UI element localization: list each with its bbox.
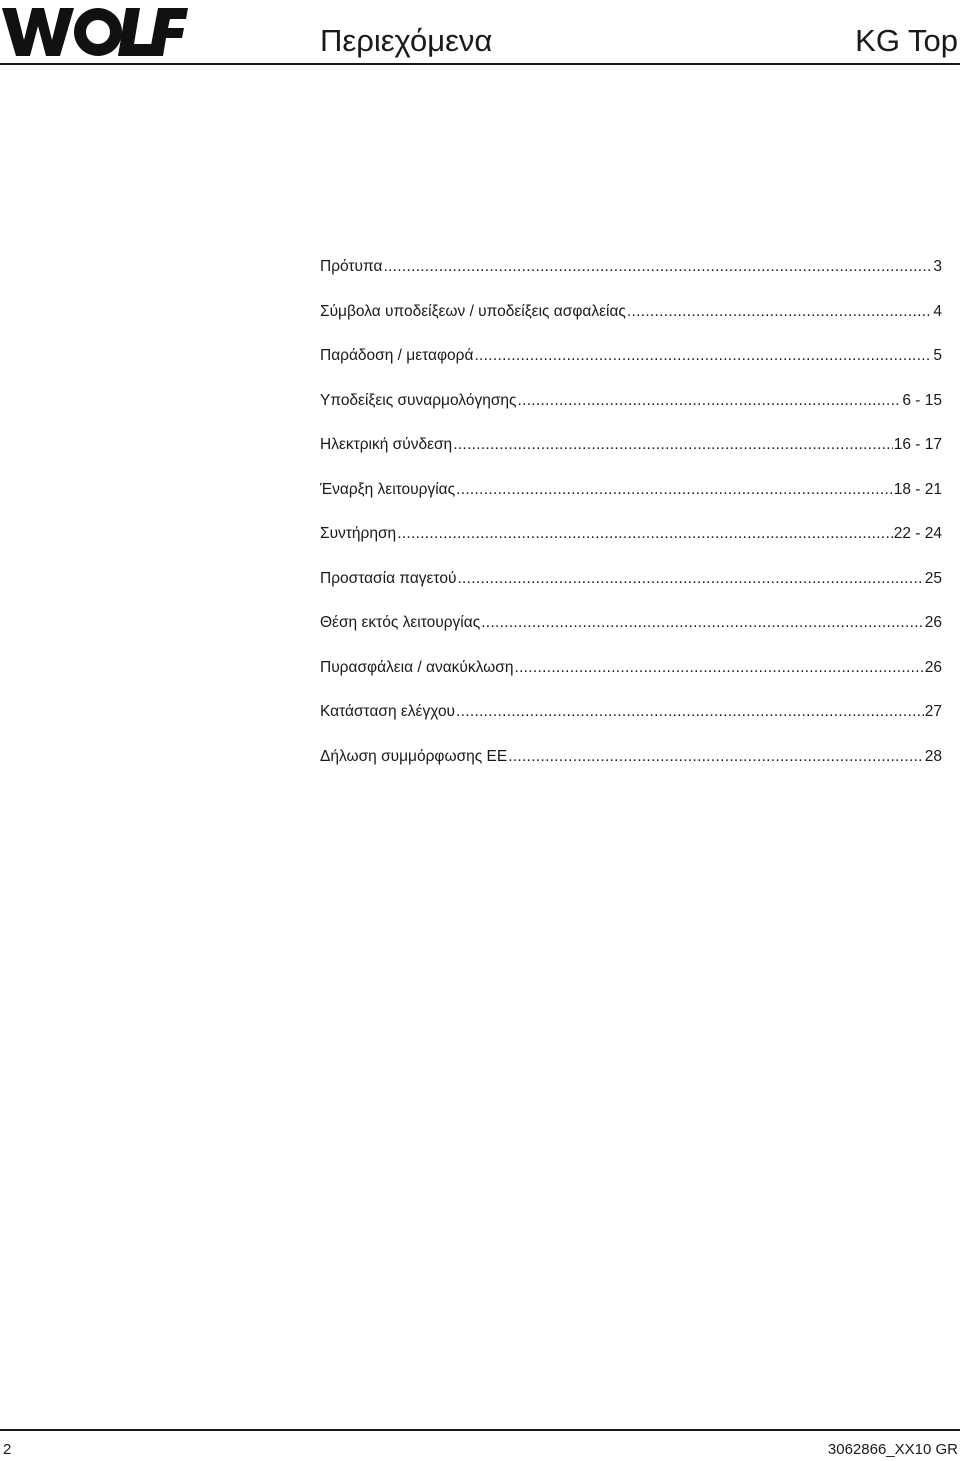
- toc-entry[interactable]: [320, 568, 942, 613]
- toc-entry-page: 3: [933, 258, 942, 275]
- toc-entry[interactable]: [320, 479, 942, 524]
- header-divider: [0, 63, 960, 65]
- toc-entry-page: 22 - 24: [893, 525, 942, 542]
- toc-entry-title: Ηλεκτρική σύνδεση: [320, 436, 453, 453]
- toc-entry-title: Υποδείξεις συναρμολόγησης: [320, 391, 517, 409]
- toc-entry[interactable]: [320, 523, 942, 568]
- toc-entry-title: Πυρασφάλεια / ανακύκλωση: [320, 658, 514, 676]
- dot-leader: [508, 746, 924, 768]
- document-code: 3062866_XX10 GR: [827, 1441, 958, 1458]
- toc-entry-page: 16 - 17: [893, 436, 942, 453]
- toc-entry[interactable]: [320, 746, 942, 791]
- dot-leader: [474, 345, 932, 367]
- page-header: [0, 0, 960, 66]
- toc-entry-title: Έναρξη λειτουργίας: [320, 480, 456, 498]
- dot-leader: [383, 256, 932, 278]
- toc-entry-page: 25: [924, 569, 942, 587]
- dot-leader: [456, 479, 893, 501]
- dot-leader: [456, 701, 924, 723]
- toc-entry-title: Συντήρηση: [320, 525, 397, 542]
- toc-entry[interactable]: [320, 612, 942, 657]
- table-of-contents: [320, 256, 942, 790]
- wolf-logo: [2, 6, 188, 58]
- toc-entry-title: Θέση εκτός λειτουργίας: [320, 614, 481, 631]
- dot-leader: [453, 434, 893, 456]
- dot-leader: [517, 390, 901, 412]
- toc-entry-page: 5: [933, 347, 942, 364]
- toc-entry[interactable]: [320, 345, 942, 390]
- toc-entry-page: 26: [924, 658, 942, 676]
- toc-entry[interactable]: [320, 701, 942, 746]
- dot-leader: [457, 568, 923, 590]
- dot-leader: [627, 301, 932, 323]
- toc-entry-page: 4: [933, 302, 942, 320]
- toc-entry[interactable]: [320, 390, 942, 435]
- dot-leader: [514, 657, 923, 679]
- page-title: Περιεχόμενα: [320, 23, 493, 58]
- toc-entry-page: 18 - 21: [893, 480, 942, 498]
- toc-entry-page: 27: [924, 703, 942, 720]
- toc-entry-title: Δήλωση συμμόρφωσης ΕΕ: [320, 747, 508, 765]
- dot-leader: [481, 612, 924, 634]
- toc-entry-title: Σύμβολα υποδείξεων / υποδείξεις ασφαλείας: [320, 302, 626, 320]
- toc-entry[interactable]: [320, 434, 942, 479]
- product-name: KG Top: [855, 23, 958, 58]
- toc-entry[interactable]: [320, 657, 942, 702]
- toc-entry-page: 26: [924, 614, 942, 631]
- toc-entry-title: Κατάσταση ελέγχου: [320, 703, 456, 720]
- footer-divider: [0, 1429, 960, 1431]
- toc-entry[interactable]: [320, 256, 942, 301]
- toc-entry[interactable]: [320, 301, 942, 346]
- toc-entry-page: 28: [924, 747, 942, 765]
- dot-leader: [397, 523, 893, 545]
- toc-entry-title: Προστασία παγετού: [320, 569, 457, 587]
- toc-entry-title: Παράδοση / μεταφορά: [320, 347, 474, 364]
- toc-entry-page: 6 - 15: [902, 391, 942, 409]
- toc-entry-title: Πρότυπα: [320, 258, 383, 275]
- page-number: 2: [3, 1441, 12, 1458]
